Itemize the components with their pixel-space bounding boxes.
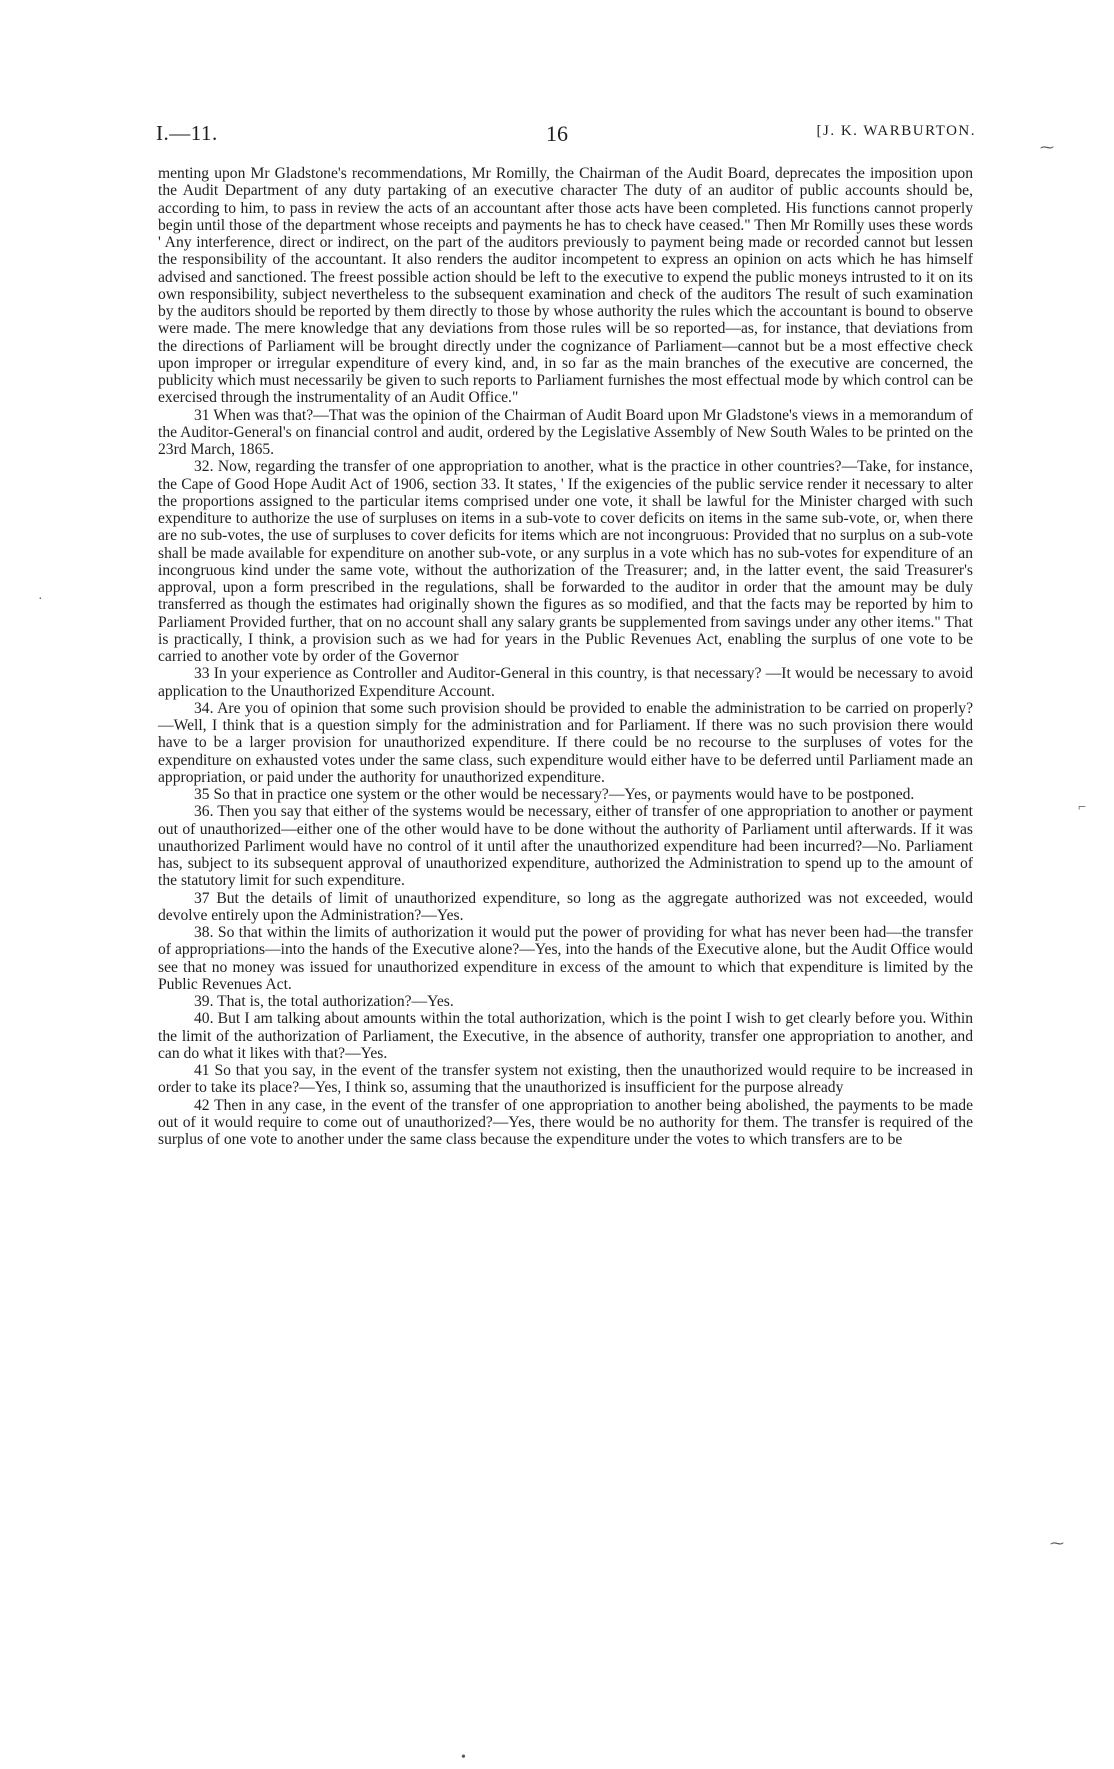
paragraph-q40: 40. But I am talking about amounts within the total authorization, which is the point I wish to get clearly before you. Within the limit of the authorization of Parliament, the Executive, in the absence of authority, transfer one appropriation to another, and can do what it likes with that?—Yes. [158,1010,973,1062]
paragraph-q31: 31 When was that?—That was the opinion of the Chairman of Audit Board upon Mr Gladstone's views in a memorandum of the Auditor-General's on financial control and audit, ordered by the Legislative Assembly of New South Wales to be printed on the 23rd March, 1865. [158,406,973,458]
page-number: 16 [546,121,568,146]
margin-mark-right: ⌐ [1078,800,1086,815]
paragraph-continuation: menting upon Mr Gladstone's recommendations, Mr Romilly, the Chairman of the Audit Board, deprecates the imposition upon the Audit Department of any duty partaking of an executive character The duty of an auditor of public accounts should be, according to him, to pass in review the acts of an accountant after those acts have been completed. His functions cannot properly begin until those of the department whose receipts and payments he has to check have ceased." Then Mr Romilly uses these words ' Any interference, direct or indirect, on the part of the auditors previously to payment being made or recorded cannot but lessen the responsibility of the accountant. It also renders the auditor incompetent to express an opinion on acts which he has himself advised and sanctioned. The freest possible action should be left to the executive to expend the public moneys intrusted to it on its own responsibility, subject nevertheless to the subsequent examination and check of the auditors The result of such examination by the auditors should be reported by them directly to those by whose authority the rules which the accountant is bound to observe were made. The mere knowledge that any deviations from those rules will be so reported—as, for instance, that deviations from the directions of Parliament will be brought directly under the cognizance of Parliament—cannot but be a most effective check upon improper or irregular expenditure of every kind, and, in so far as the main branches of the executive are concerned, the publicity which must necessarily be given to such reports to Parliament furnishes the most effectual mode by which control can be exercised through the instrumentality of an Audit Office." [158,165,974,407]
document-body [158,165,973,1148]
margin-mark-bottom: • [461,1750,466,1765]
paragraph-q42: 42 Then in any case, in the event of the transfer of one appropriation to another being abolished, the payments to be made out of it would require to come out of unauthorized?—Yes, there would be no authority for them. The transfer is required of the surplus of one vote to another under the same class because the expenditure under the votes to which transfers are to be [158,1096,973,1148]
witness-name: [J. K. WARBURTON. [816,123,976,139]
paragraph-q38: 38. So that within the limits of authorization it would put the power of providing for what has never been had—the transfer of appropriations—into the hands of the Executive alone?—Yes, into the hands of the Executive alone, but the Audit Office would see that no money was issued for unauthorized expenditure in excess of the amount to which that expenditure is limited by the Public Revenues Act. [158,924,973,993]
margin-mark-bottom-right: ⁓ [1050,1537,1064,1552]
paragraph-q37: 37 But the details of limit of unauthorized expenditure, so long as the aggregate authorized was not exceeded, would devolve entirely upon the Administration?—Yes. [158,889,973,924]
margin-mark-left: · [38,592,43,607]
margin-mark-top-right: ⁓ [1040,141,1054,156]
paragraph-q35: 35 So that in practice one system or the other would be necessary?—Yes, or payments would have to be postponed. [194,786,915,803]
paragraph-q33: 33 In your experience as Controller and Auditor-General in this country, is that necessary? —It would be necessary to avoid application to the Unauthorized Expenditure Account. [158,665,973,700]
paragraph-q34: 34. Are you of opinion that some such provision should be provided to enable the administration to be carried on properly?—Well, I think that is a question simply for the administration and for Parliament. If there was no such provision there would have to be a larger provision for unauthorized expenditure. If there could be no recourse to the surpluses of votes for the expenditure on exhausted votes under the same class, such expenditure would either have to be deferred until Parliament made an appropriation, or paid under the authority for unauthorized expenditure. [158,699,973,786]
paragraph-q41: 41 So that you say, in the event of the transfer system not existing, then the unauthorized would require to be increased in order to take its place?—Yes, I think so, assuming that the unauthorized is insufficient for the purpose already [158,1062,973,1097]
paragraph-q32: 32. Now, regarding the transfer of one appropriation to another, what is the practice in other countries?—Take, for instance, the Cape of Good Hope Audit Act of 1906, section 33. It states, ' If the exigencies of the public service render it necessary to alter the proportions assigned to the particular items comprised under one vote, it shall be lawful for the Minister charged with such expenditure to authorize the use of surpluses on items in a sub-vote to cover deficits on items in the same sub-vote, or, when there are no sub-votes, the use of surpluses to cover deficits for items which are not incongruous: Provided that no surplus on a sub-vote shall be made available for expenditure on another sub-vote, or any surplus in a vote which has no sub-votes for expenditure of an incongruous kind under the same vote, without the authorization of the Treasurer; and, in the latter event, the said Treasurer's approval, upon a form prescribed in the regulations, shall be forwarded to the auditor in order that the amount may be duly transferred as though the estimates had originally shown the figures as so modified, and that the facts may be reported by him to Parliament Provided further, that on no account shall any salary grants be supplemented from savings under any other items." That is practically, I think, a provision such as we had for years in the Public Revenues Act, enabling the surplus of one vote to be carried to another vote by order of the Governor [158,458,973,665]
paragraph-q36: 36. Then you say that either of the systems would be necessary, either of transfer of one appropriation to another or payment out of unauthorized—either one of the other would have to be done without the authority of Parliament until afterwards. If it was unauthorized Parliment would have no control of it until after the unauthorized expenditure had been incurred?—No. Parliament has, subject to its subsequent approval of unauthorized expenditure, authorized the Administration to spend up to the amount of the statutory limit for such expenditure. [158,803,973,890]
page-header [156,117,976,147]
paragraph-q39: 39. That is, the total authorization?—Yes. [194,993,454,1010]
paper-reference: I.—11. [156,121,218,145]
